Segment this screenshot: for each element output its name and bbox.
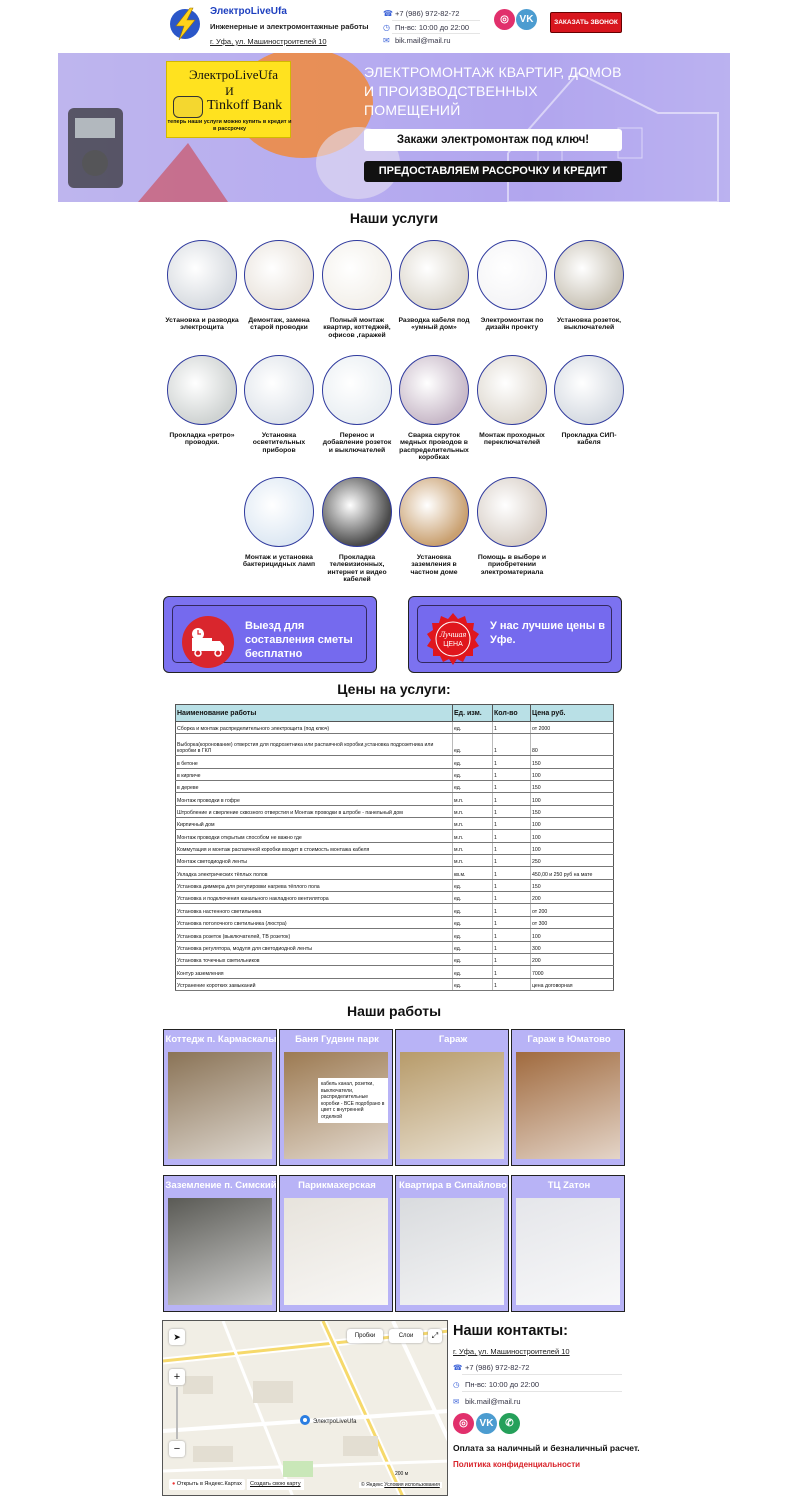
col-unit: Ед. изм. [453,705,493,722]
divider [462,1374,622,1375]
work-photo[interactable] [284,1198,388,1305]
work-photo[interactable] [400,1052,504,1159]
open-in-yandex-link[interactable]: ● Открыть в Яндекс.Картах [169,1479,245,1490]
cell-price: 100 [531,793,614,805]
tinkoff-line2: И [225,84,234,98]
cell-qty: 1 [493,904,531,916]
cell-qty: 1 [493,734,531,756]
service-image[interactable] [244,477,314,547]
cell-name: Установка розеток (выключателей, ТВ розеток) [176,929,453,941]
service-label: Установка розеток, выключателей [556,317,622,332]
service-image[interactable] [554,240,624,310]
map-pin-icon: ● [172,1481,176,1487]
table-row [176,768,614,780]
mail-icon: ✉ [453,1397,460,1406]
service-label: Помощь в выборе и приобретении электроматериала [477,554,547,576]
cell-price: 100 [531,929,614,941]
cell-qty: 1 [493,978,531,990]
cell-price: 7000 [531,966,614,978]
promo-right-text: У нас лучшие цены в Уфе. [490,620,606,646]
cell-price: 100 [531,842,614,854]
service-label: Сварка скруток медных проводов в распределительных коробках [399,432,469,462]
cell-name: Установка регулятора, модуля для светодиодной ленты [176,941,453,953]
cell-qty: 1 [493,941,531,953]
work-photo[interactable] [284,1052,388,1159]
service-label: Разводка кабеля под «умный дом» [398,317,470,332]
table-row [176,879,614,891]
cell-unit: кв.м. [453,867,493,879]
cell-name: Коммутация и монтаж распаячной коробки входит в стоимость монтажа кабеля [176,842,453,854]
table-row [176,916,614,928]
cell-unit: ед. [453,953,493,965]
table-row [176,867,614,879]
service-image[interactable] [399,477,469,547]
tinkoff-emblem-icon [173,96,203,118]
promo-left-text: Выезд для составления сметы бесплатно [245,620,353,660]
map-copyright: © Яндекс Условия использования [361,1482,440,1488]
cell-price: 250 [531,855,614,867]
cell-unit: ед. [453,904,493,916]
instagram-icon[interactable]: ◎ [494,9,515,30]
whatsapp-icon[interactable]: ✆ [499,1413,520,1434]
cell-qty: 1 [493,768,531,780]
price-table [175,704,614,991]
cell-unit: ед. [453,781,493,793]
cell-unit: м.п. [453,818,493,830]
work-photo[interactable] [400,1198,504,1305]
work-card[interactable] [279,1029,393,1166]
cell-price: 200 [531,953,614,965]
cell-unit: ед. [453,756,493,768]
work-card[interactable] [511,1029,625,1166]
service-item[interactable] [320,240,394,339]
cell-name: Установка и подключения канального накладного вентилятора [176,892,453,904]
service-item[interactable] [397,240,471,332]
cell-name: Контур заземления [176,966,453,978]
work-note: кабель канал, розетки, выключатели, распределительные коробки - ВСЕ подобрано в цвет с внутренней отделкой [318,1078,388,1123]
service-label: Прокладка СИП-кабеля [561,432,617,447]
service-label: Установка осветительных приборов [252,432,306,454]
cell-unit: м.п. [453,793,493,805]
service-image[interactable] [322,240,392,310]
cell-price: 150 [531,805,614,817]
cell-unit: м.п. [453,830,493,842]
cell-name: Выборка(коронование) отверстия для подрозетника или распаячной коробки,установка подрозетника или коробки в ГКЛ [176,734,453,756]
work-photo[interactable] [516,1052,620,1159]
cell-unit: м.п. [453,842,493,854]
service-item[interactable] [397,355,471,462]
best-price-badge-icon [426,612,480,666]
work-title: Парикмахерская [298,1180,376,1191]
work-photo[interactable] [168,1052,272,1159]
promo-inner [417,605,612,663]
cell-price: 150 [531,756,614,768]
service-image[interactable] [399,355,469,425]
service-label: Полный монтаж квартир, коттеджей, офисов ,гаражей [323,317,391,339]
cell-qty: 1 [493,953,531,965]
service-item[interactable] [475,477,549,576]
service-image[interactable] [244,240,314,310]
cell-name: Штробление и сверление сквозного отверстия и Монтаж проводки в штробе - панельный дом [176,805,453,817]
work-title: Гараж [438,1034,468,1045]
cell-unit: ед. [453,978,493,990]
service-label: Электромонтаж по дизайн проекту [480,317,544,332]
table-row [176,756,614,768]
table-row [176,855,614,867]
cell-qty: 1 [493,830,531,842]
prices-title: Цены на услуги: [337,681,451,697]
contacts-address[interactable]: г. Уфа, ул. Машиностроителей 10 [453,1347,570,1356]
vk-icon[interactable]: VK [516,9,537,30]
cell-price: 300 [531,941,614,953]
cell-qty: 1 [493,781,531,793]
service-label: Монтаж и установка бактерицидных ламп [242,554,316,569]
header-phone[interactable]: ☎ +7 (986) 972-82-72 [383,9,460,18]
service-label: Установка заземления в частном доме [410,554,458,576]
promo-free-estimate[interactable] [163,596,377,673]
cell-name: Устранение коротких замыканий [176,978,453,990]
cell-unit: ед. [453,929,493,941]
service-image[interactable] [477,240,547,310]
cell-price: от 200 [531,904,614,916]
table-row [176,722,614,734]
promo-inner [172,605,367,663]
work-card[interactable] [395,1175,509,1312]
cell-qty: 1 [493,867,531,879]
cell-qty: 1 [493,756,531,768]
service-item[interactable] [552,355,626,447]
cell-price: 450,00 и 250 руб на мате [531,867,614,879]
cell-qty: 1 [493,892,531,904]
work-card[interactable] [395,1029,509,1166]
service-image[interactable] [477,477,547,547]
cell-price: 80 [531,734,614,756]
divider [462,1391,622,1392]
cell-qty: 1 [493,929,531,941]
table-row [176,781,614,793]
table-row [176,830,614,842]
service-image[interactable] [167,240,237,310]
table-row [176,966,614,978]
service-item[interactable] [552,240,626,332]
service-item[interactable] [165,355,239,447]
service-image[interactable] [399,240,469,310]
cell-unit: ед. [453,941,493,953]
service-image[interactable] [167,355,237,425]
map-place-label[interactable]: ЭлектроLiveUfa [313,1419,357,1425]
zoom-out-button[interactable]: − [169,1441,185,1457]
service-item[interactable] [242,477,316,569]
cell-unit: ед. [453,722,493,734]
cell-price: от 300 [531,916,614,928]
work-title: ТЦ Zатон [547,1180,591,1191]
divider [392,20,480,21]
contacts-phone[interactable]: ☎ +7 (986) 972-82-72 [453,1363,530,1372]
service-item[interactable] [320,355,394,454]
work-photo[interactable] [516,1198,620,1305]
brand-subtitle: Инженерные и электромонтажные работы [210,22,369,31]
cell-qty: 1 [493,879,531,891]
truck-clock-icon [182,616,234,668]
cell-name: Монтаж проводки в гофре [176,793,453,805]
phone-icon: ☎ [383,9,393,18]
table-row [176,734,614,756]
work-card[interactable] [163,1029,277,1166]
cell-unit: ед. [453,892,493,904]
table-row [176,892,614,904]
tinkoff-line3: Tinkoff Bank [207,98,283,113]
work-card[interactable] [511,1175,625,1312]
cell-unit: ед. [453,768,493,780]
work-title: Заземление п. Симский [165,1180,277,1191]
cell-qty: 1 [493,855,531,867]
table-row [176,953,614,965]
service-item[interactable] [165,240,239,332]
header-address[interactable]: г. Уфа, ул. Машиностроителей 10 [210,37,327,46]
works-title: Наши работы [346,1003,442,1019]
service-item[interactable] [475,240,549,332]
banner-cta-turnkey[interactable]: Закажи электромонтаж под ключ! [364,129,622,151]
cell-name: Кирпичный дом [176,818,453,830]
table-row [176,793,614,805]
vk-icon[interactable]: VK [476,1413,497,1434]
cell-price: от 2000 [531,722,614,734]
cell-price: 150 [531,781,614,793]
table-row [176,978,614,990]
table-row [176,941,614,953]
service-image[interactable] [477,355,547,425]
col-name: Наименование работы [176,705,453,722]
service-label: Установка и разводка электрощита [165,317,239,332]
service-image[interactable] [244,355,314,425]
cell-unit: м.п. [453,805,493,817]
service-label: Монтаж проходных переключателей [479,432,545,447]
cell-qty: 1 [493,966,531,978]
col-price: Цена руб. [531,705,614,722]
map-canvas[interactable] [163,1321,448,1496]
header-hours: ◷ Пн-вс: 10:00 до 22:00 [383,23,470,32]
cell-name: Установка точечных светильников [176,953,453,965]
map-terms-link[interactable]: Условия использования [384,1482,440,1488]
work-title: Коттедж п. Кармаскалы [165,1034,277,1045]
header-email[interactable]: ✉ bik.mail@mail.ru [383,36,451,45]
zoom-slider[interactable] [176,1387,178,1439]
layers-button[interactable]: Слои [389,1329,423,1343]
work-title: Гараж в Юматово [527,1034,611,1045]
service-label: Перенос и добавление розеток и выключателей [322,432,392,454]
table-row [176,805,614,817]
map-scale: 200 м [395,1471,409,1477]
table-row [176,818,614,830]
promo-best-prices[interactable] [408,596,622,673]
lightning-logo-icon[interactable] [168,6,202,42]
service-image[interactable] [322,477,392,547]
badge-line2: ЦЕНА [443,641,463,648]
locate-icon[interactable]: ➤ [169,1329,185,1345]
contacts-email[interactable]: ✉ bik.mail@mail.ru [453,1397,521,1406]
service-label: Демонтаж, замена старой проводки [248,317,310,332]
cell-name: Установка диммера для регулировки нагрева тёплого пола [176,879,453,891]
cell-qty: 1 [493,818,531,830]
instagram-icon[interactable]: ◎ [453,1413,474,1434]
service-item[interactable] [242,240,316,332]
cell-name: Установка настенного светильника [176,904,453,916]
contacts-hours: ◷ Пн-вс: 10:00 до 22:00 [453,1380,540,1389]
cell-name: Сборка и монтаж распределительного электрощита (под ключ) [176,722,453,734]
cell-unit: ед. [453,966,493,978]
service-item[interactable] [320,477,394,584]
header [0,0,788,52]
cell-qty: 1 [493,842,531,854]
service-item[interactable] [242,355,316,454]
order-call-button[interactable]: ЗАКАЗАТЬ ЗВОНОК [550,12,622,33]
table-row [176,929,614,941]
cell-qty: 1 [493,722,531,734]
traffic-button[interactable]: Пробки [347,1329,383,1343]
zoom-in-button[interactable]: + [169,1369,185,1385]
cell-name: в дереве [176,781,453,793]
clock-icon: ◷ [383,23,390,32]
hero-banner [58,53,730,202]
cell-unit: ед. [453,734,493,756]
fullscreen-icon[interactable]: ⤢ [428,1329,442,1343]
work-card[interactable] [163,1175,277,1312]
banner-cta-credit[interactable]: ПРЕДОСТАВЛЯЕМ РАССРОЧКУ И КРЕДИТ [364,161,622,182]
work-photo[interactable] [168,1198,272,1305]
cell-name: Установка потолочного светильника (люстра) [176,916,453,928]
tinkoff-line1: ЭлектроLiveUfa [189,67,278,82]
tinkoff-note: теперь наши услуги можно купить в кредит и в рассрочку [167,119,292,132]
cell-name: Монтаж светодиодной ленты [176,855,453,867]
create-map-link[interactable]: Создать свою карту [247,1479,304,1490]
work-card[interactable] [279,1175,393,1312]
cell-price: 100 [531,768,614,780]
cell-unit: ед. [453,916,493,928]
cell-price: 100 [531,818,614,830]
service-image[interactable] [322,355,392,425]
phone-icon: ☎ [453,1363,463,1372]
cell-unit: м.п. [453,855,493,867]
col-qty: Кол-во [493,705,531,722]
cell-name: в кирпиче [176,768,453,780]
cell-name: Монтаж проводки открытым способом не важно где [176,830,453,842]
yandex-map[interactable] [162,1320,448,1496]
table-row [176,904,614,916]
work-title: Квартира в Сипайлово [399,1180,507,1191]
cell-price: цена договорная [531,978,614,990]
service-label: Прокладка «ретро» проводки. [169,432,235,447]
privacy-policy-link[interactable]: Политика конфиденциальности [453,1460,581,1469]
service-image[interactable] [554,355,624,425]
cell-price: 200 [531,892,614,904]
cell-name: Укладка электрических тёплых полов [176,867,453,879]
service-item[interactable] [397,477,471,576]
brand-name[interactable]: ЭлектроLiveUfa [210,6,287,17]
badge-line1: Лучшая [439,630,467,639]
cell-price: 150 [531,879,614,891]
service-item[interactable] [475,355,549,447]
payment-note: Оплата за наличный и безналичный расчет. [453,1443,640,1453]
cell-qty: 1 [493,805,531,817]
mail-icon: ✉ [383,36,390,45]
service-label: Прокладка телевизионных, интернет и видео кабелей [327,554,387,584]
cell-qty: 1 [493,916,531,928]
banner-title: ЭЛЕКТРОМОНТАЖ КВАРТИР, ДОМОВ И ПРОИЗВОДСТВЕННЫХ ПОМЕЩЕНИЙ [364,64,622,118]
price-table-header [176,705,614,722]
clock-icon: ◷ [453,1380,460,1389]
cell-name: в бетоне [176,756,453,768]
work-title: Баня Гудвин парк [295,1034,379,1045]
cell-price: 100 [531,830,614,842]
services-title: Наши услуги [349,210,439,226]
divider [392,33,480,34]
cell-unit: ед. [453,879,493,891]
tinkoff-promo[interactable] [166,61,291,138]
table-row [176,842,614,854]
contacts-title: Наши контакты: [453,1323,568,1339]
cell-qty: 1 [493,793,531,805]
